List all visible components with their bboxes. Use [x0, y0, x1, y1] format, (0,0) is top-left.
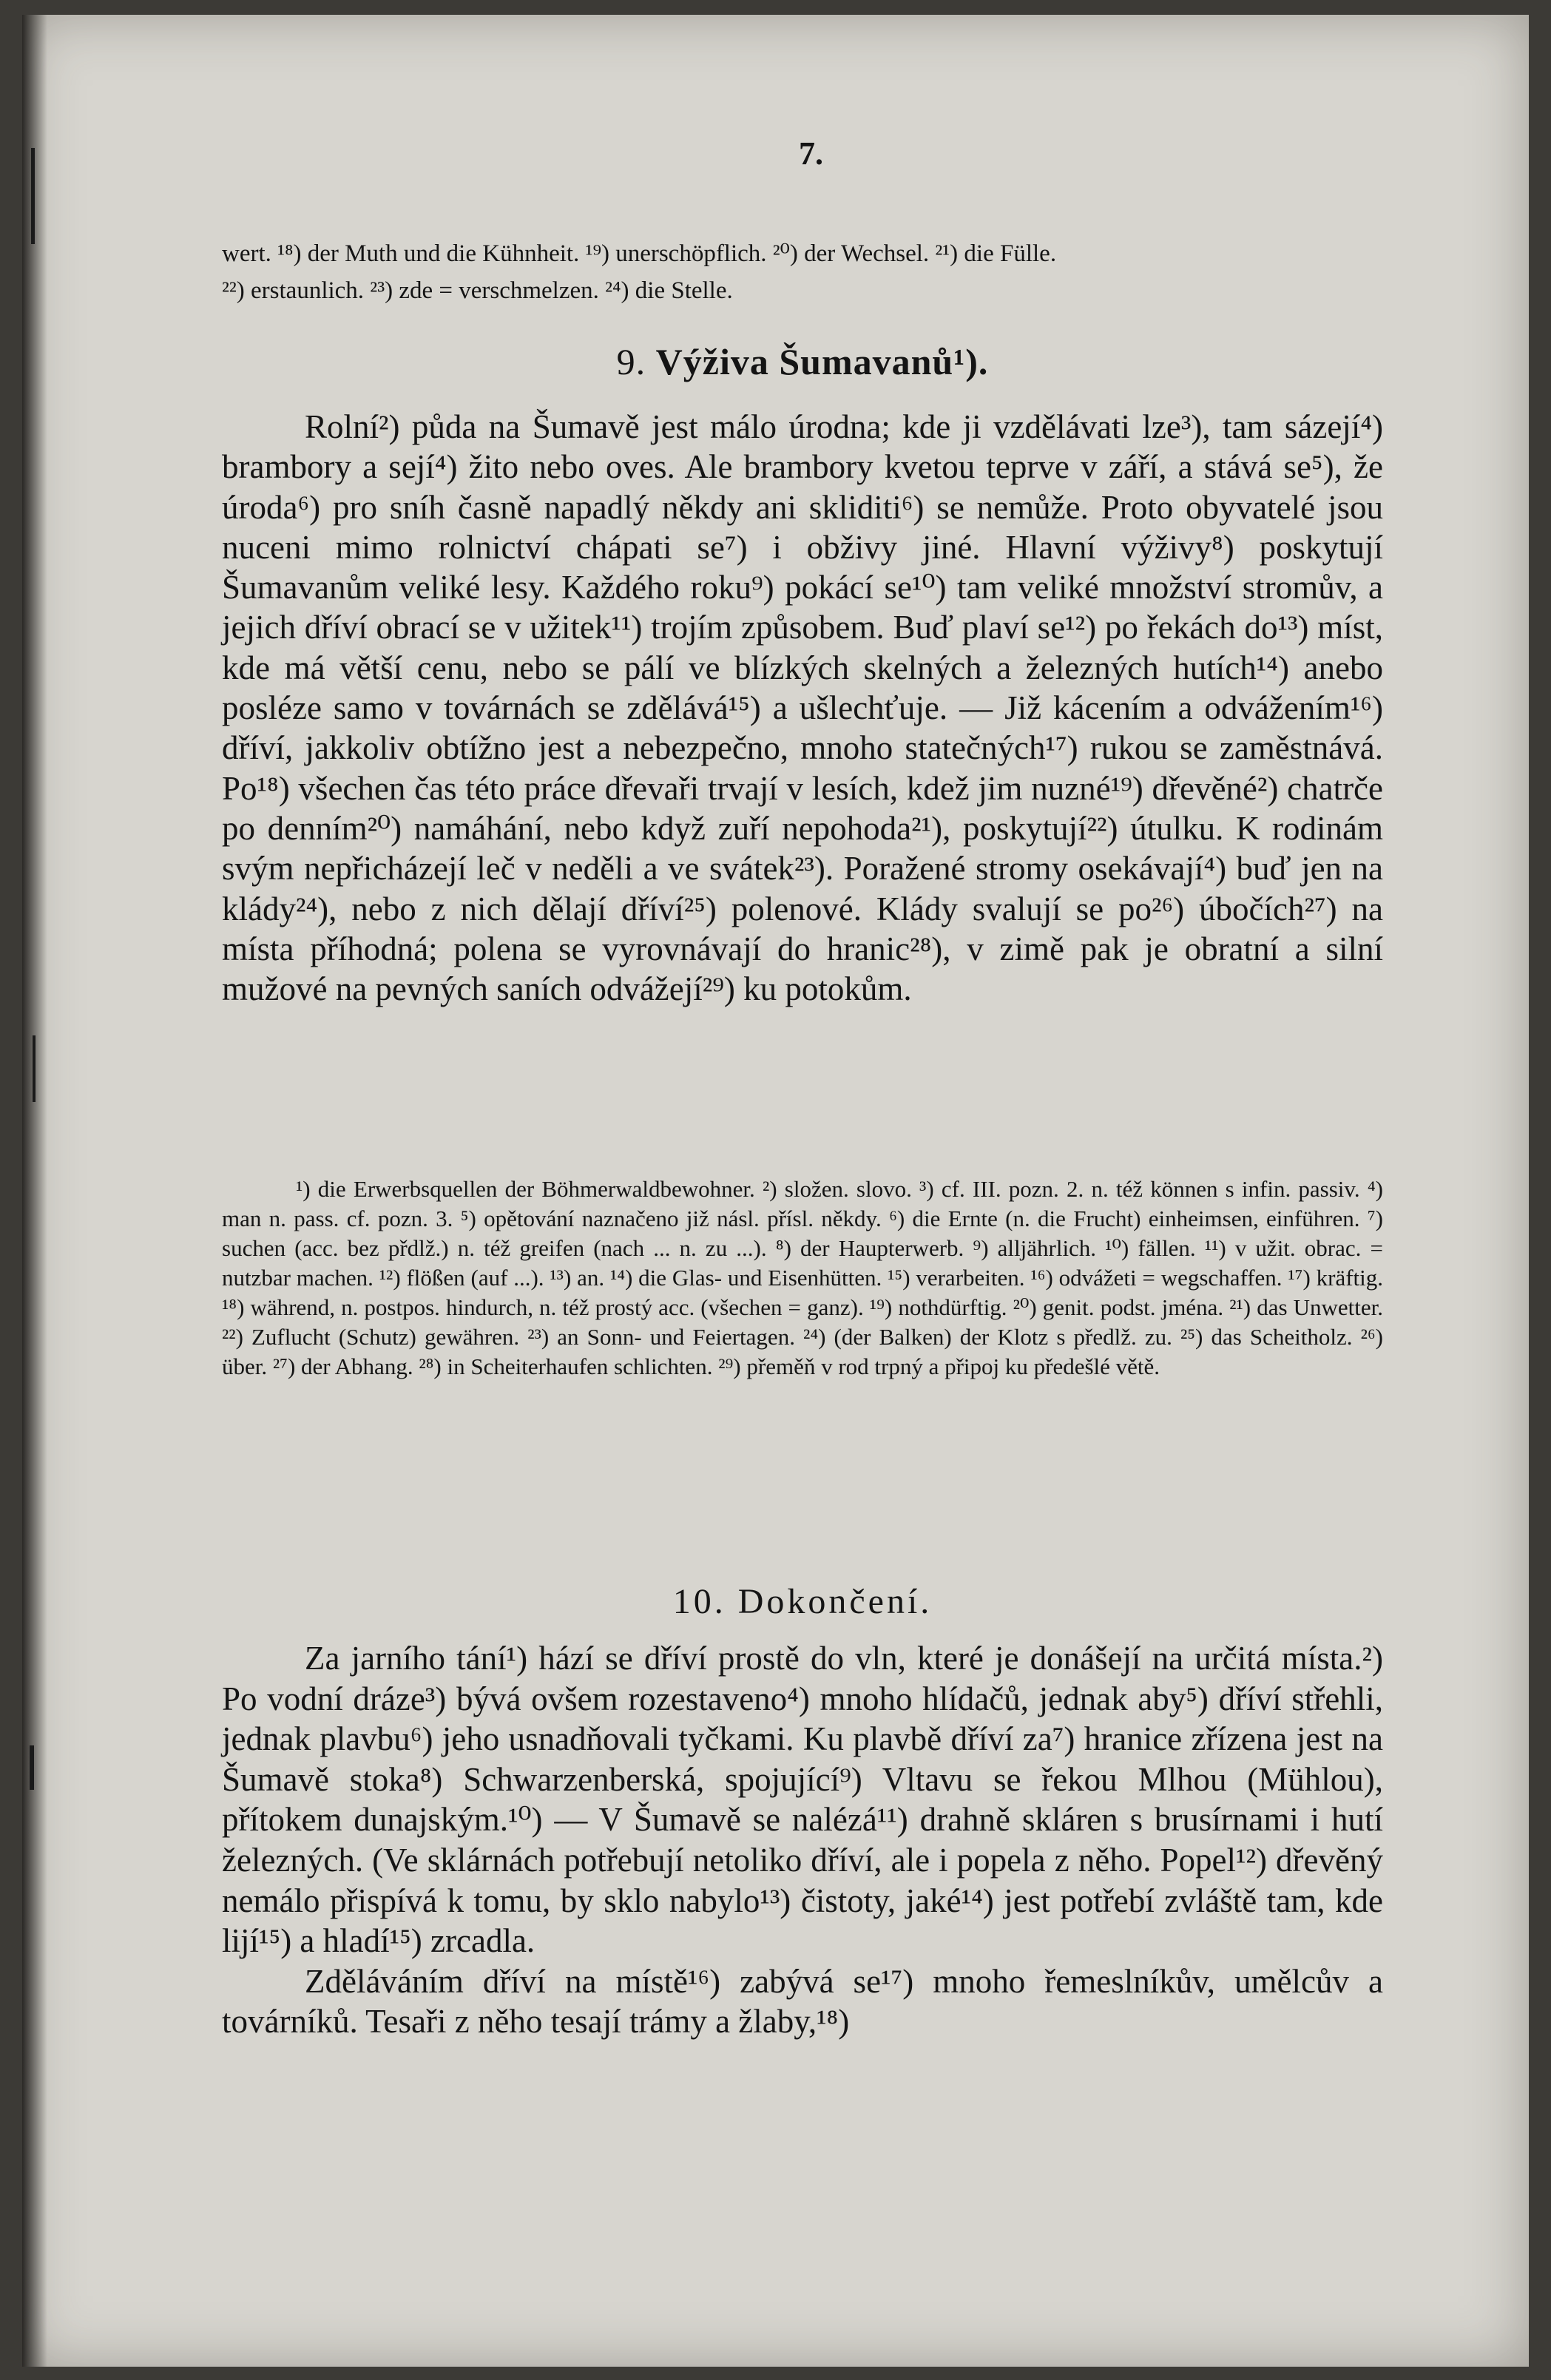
margin-mark — [30, 1745, 34, 1790]
section-footnotes — [222, 1174, 1383, 1382]
paragraph: Za jarního tání¹) hází se dříví prostě do vln, které je donášejí na určitá místa.²) Po vodní dráze³) bývá ovšem rozestaveno⁴) mnoho hlídačů, jednak aby⁵) dříví střehli, jednak plavbu⁶) jeho usnadňovali tyčkami. Ku plavbě dříví za⁷) hranice zřízena jest na Šumavě stoka⁸) Schwarzenberská, spojující⁹) Vltavu se řekou Mlhou (Mühlou), přítokem dunajským.¹⁰) — V Šumavě se nalézá¹¹) drahně skláren s brusírnami i hutí železných. (Ve sklárnách potřebují netoliko dříví, ale i popela z něho. Popel¹²) dřevěný nemálo přispívá k tomu, by sklo nabylo¹³) čistoty, jaké¹⁴) jest potřebí zvláště tam, kde lijí¹⁵) a hladí¹⁵) zrcadla. — [222, 1640, 1383, 1960]
previous-footnotes — [222, 235, 1383, 309]
paragraph: Zděláváním dříví na místě¹⁶) zabývá se¹⁷) mnoho řemeslníkův, umělcův a továrníků. Tesaři z něho tesají trámy a žlaby,¹⁸) — [222, 1962, 1383, 2041]
section-heading — [222, 1581, 1383, 1622]
footnote-block: ¹) die Erwerbsquellen der Böhmerwaldbewohner. ²) složen. slovo. ³) cf. III. pozn. 2. n. též können s infin. passiv. ⁴) man n. pass. cf. pozn. 3. ⁵) opětování naznačeno již násl. přísl. někdy. ⁶) die Ernte (n. die Frucht) einheimsen, einführen. ⁷) suchen (acc. bez přdlž.) n. též greifen (nach ... n. zu ...). ⁸) der Haupterwerb. ⁹) alljährlich. ¹⁰) fällen. ¹¹) v užit. obrac. = nutzbar machen. ¹²) flößen (auf ...). ¹³) an. ¹⁴) die Glas- und Eisenhütten. ¹⁵) verarbeiten. ¹⁶) odvážeti = wegschaffen. ¹⁷) kräftig. ¹⁸) während, n. postpos. hindurch, n. též prostý acc. (všechen = ganz). ¹⁹) nothdürftig. ²⁰) genit. podst. jména. ²¹) das Unwetter. ²²) Zuflucht (Schutz) gewähren. ²³) an Sonn- und Feiertagen. ²⁴) (der Balken) der Klotz s předlž. zu. ²⁵) das Scheitholz. ²⁶) über. ²⁷) der Abhang. ²⁸) in Scheiterhaufen schlichten. ²⁹) přeměň v rod trpný a připoj ku předešlé větě. — [222, 1176, 1383, 1379]
section-title — [222, 340, 1383, 383]
section-number: 9. — [616, 341, 646, 382]
footnote-line: ²²) erstaunlich. ²³) zde = verschmelzen. ²⁴) die Stelle. — [222, 277, 733, 304]
section-body — [222, 1638, 1383, 2042]
section-title-text: Výživa Šumavanů¹). — [655, 341, 989, 382]
page-spine-shadow — [22, 15, 47, 2367]
margin-mark — [31, 148, 35, 244]
paragraph: Rolní²) půda na Šumavě jest málo úrodna; kde ji vzdělávati lze³), tam sázejí⁴) brambory a sejí⁴) žito nebo oves. Ale brambory kvetou teprve v září, a stává se⁵), že úroda⁶) pro sníh časně napadlý někdy ani skliditi⁶) se nemůže. Proto obyvatelé jsou nuceni mimo rolnictví chápati se⁷) i obživy jiné. Hlavní výživy⁸) poskytují Šumavanům veliké lesy. Každého roku⁹) pokácí se¹⁰) tam veliké množství stromův, a jejich dříví obrací se v užitek¹¹) trojím způsobem. Buď plaví se¹²) po řekách do¹³) míst, kde má větší cenu, nebo se pálí ve blízkých skelných a železných hutích¹⁴) anebo posléze samo v továrnách se zdělává¹⁵) a ušlechťuje. — Již kácením a odvážením¹⁶) dříví, jakkoliv obtížno jest a nebezpečno, mnoho statečných¹⁷) rukou se zaměstnává. Po¹⁸) všechen čas této práce dřevaři trvají v lesích, kdež jim nuzné¹⁹) dřevěné²) chatrče po denním²⁰) namáhání, nebo když zuří nepohoda²¹), poskytují²²) útulku. K rodinám svým nepřicházejí leč v neděli a ve svátek²³). Poražené stromy osekávají⁴) buď jen na klády²⁴), nebo z nich dělají dříví²⁵) polenové. Klády svalují se po²⁶) úbočích²⁷) na místa příhodná; polena se vyrovnávají do hranic²⁸), v zimě pak je obratní a silní mužové na pevných saních odvážejí²⁹) ku potokům. — [222, 408, 1383, 1008]
footnote-line: wert. ¹⁸) der Muth und die Kühnheit. ¹⁹) unerschöpflich. ²⁰) der Wechsel. ²¹) die Fülle. — [222, 240, 1057, 267]
section-heading — [222, 340, 1383, 383]
page-number: 7. — [799, 135, 823, 172]
section-body — [222, 407, 1383, 1009]
section-title: 10. Dokončení. — [672, 1582, 933, 1621]
margin-mark — [33, 1035, 36, 1102]
